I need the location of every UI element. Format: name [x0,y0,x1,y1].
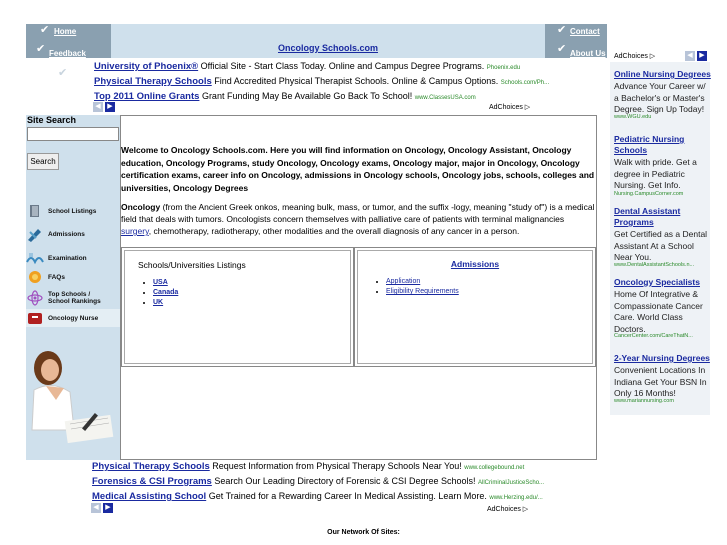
sidebar-item-label: Top Schools / School Rankings [48,291,101,305]
site-title-link[interactable]: Oncology Schools.com [277,43,378,53]
next-arrow-icon[interactable]: ▶ [103,503,113,513]
nurse-icon [26,310,44,326]
prev-arrow-icon[interactable]: ◀ [91,503,101,513]
sidebar-item-label: Oncology Nurse [48,314,99,322]
ad-title[interactable]: Forensics & CSI Programs [92,476,212,487]
ad-url[interactable]: AllCriminalJusticeScho... [478,480,545,486]
left-sidebar [26,115,120,460]
right-ad-title[interactable]: Online Nursing Degrees [614,69,711,79]
ad-title[interactable]: Top 2011 Online Grants [94,91,200,102]
site-title-bar [111,24,545,58]
ad-url[interactable]: www.Herzing.edu/... [489,495,543,501]
header-left-nav [26,24,111,58]
main-content [120,115,597,460]
listing-link-usa[interactable]: USA [153,279,168,286]
right-ad-url[interactable]: Nursing.CampusCorner.com [614,191,684,197]
ad-title[interactable]: Medical Assisting School [92,491,207,502]
adchoices-label[interactable]: AdChoices ▷ [489,104,531,111]
right-ad-text: Get Certified as a Dental Assistant At a School Near You. [614,229,708,262]
listings-box [121,247,354,367]
right-ad-title[interactable]: Oncology Specialists [614,277,700,287]
right-ad-title[interactable]: 2-Year Nursing Degrees [614,353,710,363]
bottom-ad-3[interactable] [92,491,543,502]
list-item [153,298,178,308]
right-ad-title[interactable]: Pediatric Nursing Schools [614,134,685,155]
pen-icon [26,226,44,242]
next-arrow-icon[interactable]: ▶ [697,51,707,61]
right-ad-title[interactable]: Dental Assistant Programs [614,206,681,227]
right-ad-pager [685,51,707,61]
sidebar-item-label: FAQs [48,273,65,281]
search-input[interactable] [27,127,119,141]
faq-icon [26,269,44,285]
top-ad-pager [93,102,115,112]
sidebar-item-admissions[interactable] [26,226,120,242]
ad-text: Official Site - Start Class Today. Online and Campus Degree Programs. [200,61,485,71]
sidebar-item-label: Examination [48,254,87,262]
listing-link-canada[interactable]: Canada [153,289,179,296]
student-photo [26,330,120,460]
bottom-ad-2[interactable] [92,476,544,487]
nav-feedback-link[interactable]: Feedback [49,49,86,58]
search-button[interactable]: Search [27,153,59,170]
nav-about-link[interactable]: About Us [570,49,606,58]
book-icon [26,203,44,219]
check-icon: ✔ [40,24,50,36]
admissions-box [354,247,596,367]
nav-contact-link[interactable]: Contact [570,27,600,36]
top-ad-3[interactable] [94,91,476,102]
sidebar-item-faqs[interactable] [26,269,120,285]
bottom-ad-pager [91,503,113,513]
ad-title[interactable]: Physical Therapy Schools [92,461,210,472]
nav-home-link[interactable]: Home [54,27,77,36]
ad-url[interactable]: www.collegebound.net [464,465,525,471]
ad-text: Get Trained for a Rewarding Career In Medical Assisting. Learn More. [208,491,487,501]
right-ad-text: Convenient Locations In Indiana Get Your BSN In Only 16 Months! [614,365,707,398]
application-link[interactable]: Application [386,278,421,285]
listings-list [153,278,178,308]
next-arrow-icon[interactable]: ▶ [105,102,115,112]
list-item [153,288,178,298]
surgery-link[interactable]: surgery [121,226,149,236]
right-ad-url[interactable]: www.WGU.edu [614,114,652,120]
desc-term: Oncology [121,202,161,212]
sidebar-item-oncology-nurse[interactable] [26,309,120,327]
right-ad-url[interactable]: www.mariannursing.com [614,398,674,404]
search-heading: Site Search [27,115,77,125]
desc-text: (from the Ancient Greek onkos, meaning bulk, mass, or tumor, and the suffix -logy, meaning "study of") is a medical field that deals with tumors. Oncologists concern themselves with palliative care of patients with terminal malignancies [121,202,595,224]
ad-url[interactable]: Schools.com/Ph... [500,80,550,86]
prev-arrow-icon[interactable]: ◀ [685,51,695,61]
list-item [386,277,459,287]
admissions-list [386,277,459,297]
right-ad-text: Advance Your Career w/ a Bachelor's or Master's Degree. Sign Up Today! [614,81,706,114]
right-ad-url[interactable]: CancerCenter.com/CareThatN... [614,333,693,339]
eligibility-link[interactable]: Eligibility Requirements [386,288,459,295]
ad-text: Request Information from Physical Therapy Schools Near You! [212,461,462,471]
list-item [153,278,178,288]
sidebar-item-school-listings[interactable] [26,203,120,219]
top-ad-1[interactable] [94,61,520,72]
sidebar-item-label: Admissions [48,230,85,238]
right-ad-text: Home Of Integrative & Compassionate Cancer Care. World Class Doctors. [614,289,703,334]
sidebar-item-examination[interactable] [26,250,120,266]
ad-url[interactable]: www.ClassesUSA.com [414,95,476,101]
atom-icon [26,290,44,306]
oncology-description [121,201,596,237]
ad-text: Search Our Leading Directory of Forensic & CSI Degree Schools! [214,476,476,486]
ad-text: Grant Funding May Be Available Go Back To School! [201,91,413,101]
ad-title[interactable]: Physical Therapy Schools [94,76,212,87]
adchoices-label[interactable]: AdChoices ▷ [614,53,656,60]
right-ad-url[interactable]: www.DentalAssistantSchools.n... [614,262,695,268]
right-ad-text: Walk with pride. Get a degree in Pediatric Nursing. Get Info. [614,157,697,190]
check-icon: ✔ [557,43,567,55]
ad-url[interactable]: Phoenix.edu [486,65,521,71]
check-icon: ✔ [557,24,567,36]
sidebar-item-top-schools[interactable] [26,289,120,307]
sidebar-item-label: School Listings [48,207,97,215]
ad-title[interactable]: University of Phoenix® [94,61,199,72]
network-heading: Our Network Of Sites: [327,529,400,536]
adchoices-label[interactable]: AdChoices ▷ [487,506,529,513]
top-ad-2[interactable] [94,76,549,87]
header-right-nav [545,24,607,58]
prev-arrow-icon[interactable]: ◀ [93,102,103,112]
check-icon: ✔ [36,43,46,55]
welcome-text: Welcome to Oncology Schools.com. Here you will find information on Oncology, Oncology Assistant, Oncology education, Oncology Programs, study Oncology, Oncology exams, Oncology major, major in Oncology, Oncology certification exams, career info on Oncology, admissions in Oncology schools, Oncology jobs, schools, colleges and universities, Oncology Degrees [121,145,595,193]
admissions-heading-link[interactable]: Admissions [450,259,500,269]
ad-text: Find Accredited Physical Therapist Schools. Online & Campus Options. [214,76,499,86]
admissions-heading [358,259,592,269]
listing-link-uk[interactable]: UK [153,299,164,306]
desc-text: , chemotherapy, radiotherapy, other modalities and the overall diagnosis of any cancer in a person. [148,226,520,236]
bottom-ad-1[interactable] [92,461,524,472]
listings-heading: Schools/Universities Listings [138,260,246,270]
check-icon: ✔ [58,67,68,79]
list-item [386,287,459,297]
exam-icon [26,250,44,266]
